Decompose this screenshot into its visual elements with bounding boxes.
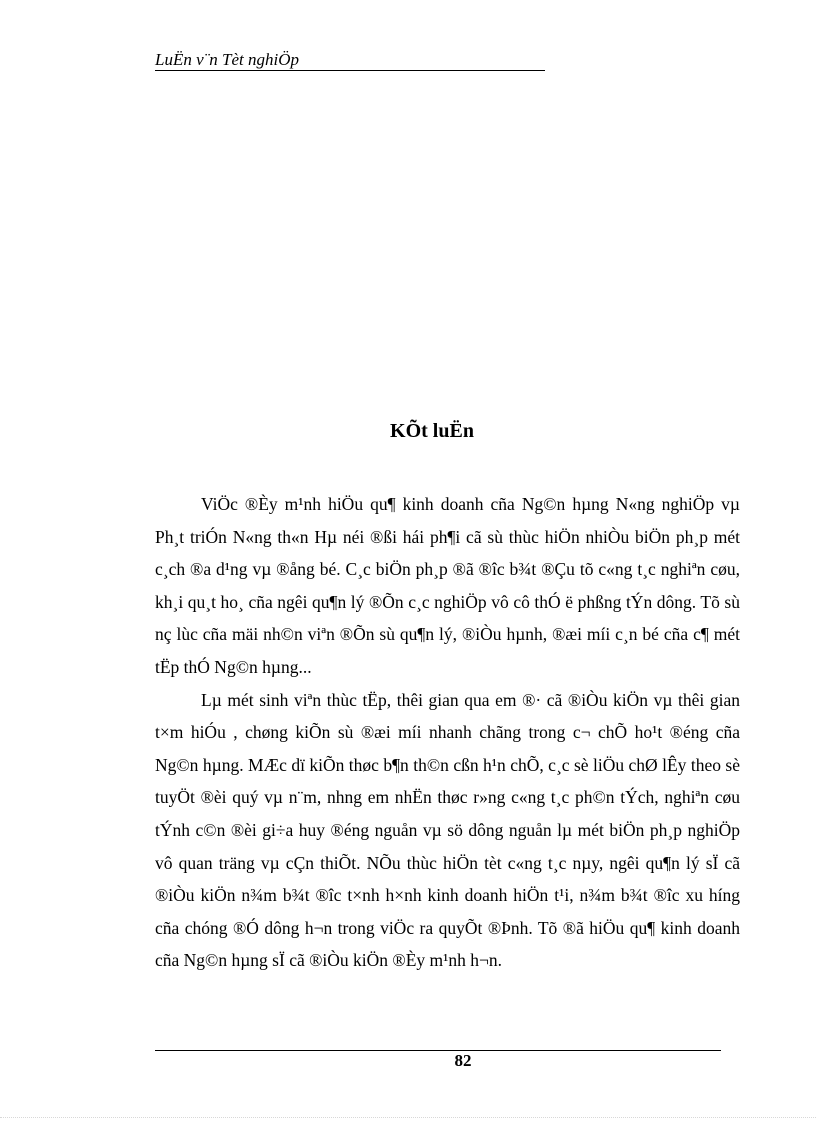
body-text bbox=[155, 488, 740, 977]
page-number: 82 bbox=[454, 1051, 472, 1070]
running-header: LuËn v¨n Tèt nghiÖp bbox=[155, 50, 545, 71]
section-title: KÕt luËn bbox=[390, 420, 474, 442]
paragraph-2: Lµ mét sinh viªn thùc tËp, thêi gian qua em ®· cã ®iÒu kiÖn vµ thêi gian t×m hiÓu , chøng kiÕn sù ®æi míi nhanh chãng trong c¬ chÕ ho¹t ®éng cña Ng©n hµng. MÆc dï kiÕn thøc b¶n th©n cßn h¹n chÕ, c¸c sè liÖu chØ lÊy theo sè tuyÖt ®èi quý vµ n¨m, nhng em nhËn thøc r»ng c«ng t¸c ph©n tÝch, nghiªn cøu tÝnh c©n ®èi gi÷a huy ®éng nguån vµ sö dông nguån lµ mét biÖn ph¸p nghiÖp vô quan träng vµ cÇn thiÕt. NÕu thùc hiÖn tèt c«ng t¸c nµy, ngêi qu¶n lý sÏ cã ®iÒu kiÖn n¾m b¾t ®îc t×nh h×nh kinh doanh hiÖn t¹i, n¾m b¾t ®îc xu híng cña chóng ®Ó dông h¬n trong viÖc ra quyÕt ®Þnh. Tõ ®ã hiÖu qu¶ kinh doanh cña Ng©n hµng sÏ cã ®iÒu kiÖn ®Èy m¹nh h¬n. bbox=[155, 689, 740, 971]
paragraph-1: ViÖc ®Èy m¹nh hiÖu qu¶ kinh doanh cña Ng©n hµng N«ng nghiÖp vµ Ph¸t triÓn N«ng th«n Hµ néi ®ßi hái ph¶i cã sù thùc hiÖn nhiÒu biÖn ph¸p mét c¸ch ®a d¹ng vµ ®ång bé. C¸c biÖn ph¸p ®ã ®îc b¾t ®Çu tõ c«ng t¸c nghiªn cøu, kh¸i qu¸t ho¸ cña ngêi qu¶n lý ®Õn c¸c nghiÖp vô cô thÓ ë phßng tÝn dông. Tõ sù nç lùc cña mäi nh©n viªn ®Õn sù qu¶n lý, ®iÒu hµnh, ®æi míi c¸n bé cña c¶ mét tËp thÓ Ng©n hµng... bbox=[155, 494, 740, 677]
page-bottom-edge bbox=[0, 1117, 816, 1118]
